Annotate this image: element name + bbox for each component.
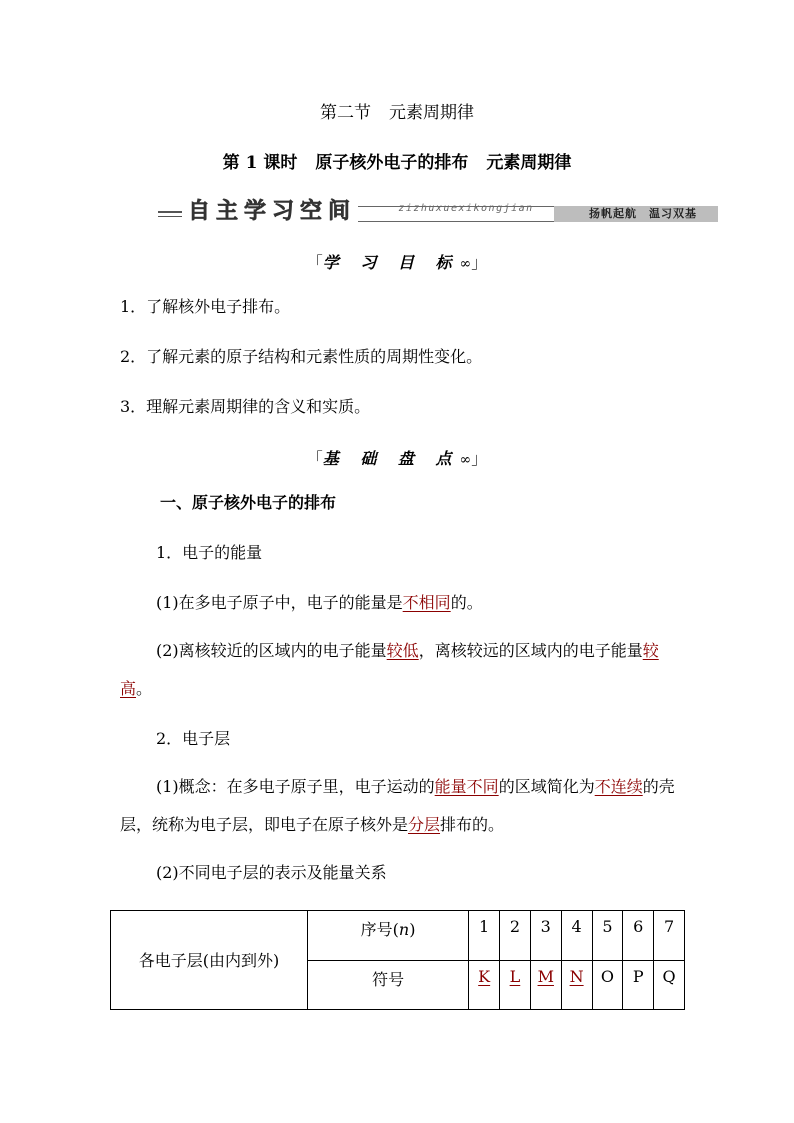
banner-title: 自主学习空间 bbox=[188, 199, 357, 224]
symbol-label-cell: 符号 bbox=[307, 960, 468, 1010]
item1-paragraph2: (2)离核较近的区域内的电子能量较低，离核较远的区域内的电子能量较高。 bbox=[120, 641, 659, 698]
order-label-cell: 序号(n) bbox=[307, 911, 468, 961]
infinity-icon: ∞ bbox=[459, 452, 472, 468]
lesson-topic-1: 原子核外电子的排布 bbox=[315, 153, 469, 173]
number-cell: 2 bbox=[500, 911, 531, 961]
number-cell: 4 bbox=[561, 911, 592, 961]
item1-heading: 1．电子的能量 bbox=[156, 543, 263, 562]
table-row bbox=[111, 911, 685, 961]
objectives-heading-text: 学 习 目 标 bbox=[322, 253, 460, 272]
objective-3: 3．理解元素周期律的含义和实质。 bbox=[120, 397, 371, 416]
answer-blank: 较高 bbox=[120, 641, 659, 698]
number-cell: 3 bbox=[530, 911, 561, 961]
row-header-cell: 各电子层(由内到外) bbox=[111, 911, 308, 1010]
objective-1: 1．了解核外电子排布。 bbox=[120, 297, 291, 316]
lesson-topic-2: 元素周期律 bbox=[486, 153, 572, 173]
basics-heading: 「基 础 盘 点∞」 bbox=[306, 449, 488, 468]
objectives-heading: 「学 习 目 标∞」 bbox=[306, 253, 488, 272]
infinity-icon: ∞ bbox=[459, 256, 472, 272]
symbol-cell: K bbox=[469, 960, 500, 1010]
item1-paragraph1: (1)在多电子原子中，电子的能量是不相同的。 bbox=[156, 593, 483, 612]
section-title bbox=[0, 98, 794, 123]
number-cell: 1 bbox=[469, 911, 500, 961]
section-banner bbox=[158, 198, 718, 226]
answer-blank: 能量不同 bbox=[434, 777, 499, 796]
answer-blank: 不相同 bbox=[402, 593, 451, 612]
section-number: 第二节 bbox=[320, 103, 371, 123]
section-name: 元素周期律 bbox=[389, 103, 474, 123]
symbol-cell: P bbox=[623, 960, 654, 1010]
lesson-number: 第 1 课时 bbox=[222, 153, 298, 173]
part1-heading: 一、原子核外电子的排布 bbox=[160, 493, 337, 512]
banner-pinyin: zizhuxuexikongjian bbox=[398, 203, 534, 214]
number-cell: 6 bbox=[623, 911, 654, 961]
item2-paragraph1: (1)概念：在多电子原子里，电子运动的能量不同的区域简化为不连续的壳层，统称为电子层，即电子在原子核外是分层排布的。 bbox=[120, 777, 675, 834]
symbol-cell: O bbox=[592, 960, 623, 1010]
number-cell: 5 bbox=[592, 911, 623, 961]
answer-blank: 不连续 bbox=[594, 777, 643, 796]
objective-2: 2．了解元素的原子结构和元素性质的周期性变化。 bbox=[120, 347, 483, 366]
banner-slogan: 扬帆起航 温习双基 bbox=[589, 207, 697, 220]
lesson-title bbox=[0, 148, 794, 173]
item2-heading: 2．电子层 bbox=[156, 729, 231, 748]
symbol-cell: M bbox=[530, 960, 561, 1010]
item2-paragraph2: (2)不同电子层的表示及能量关系 bbox=[156, 863, 387, 882]
banner-rule-thin bbox=[158, 216, 182, 217]
symbol-cell: N bbox=[561, 960, 592, 1010]
symbol-cell: L bbox=[500, 960, 531, 1010]
symbol-cell: Q bbox=[654, 960, 685, 1010]
banner-rule bbox=[158, 211, 182, 213]
basics-heading-text: 基 础 盘 点 bbox=[322, 449, 460, 468]
answer-blank: 分层 bbox=[408, 815, 441, 834]
electron-layer-table bbox=[110, 910, 685, 1010]
answer-blank: 较低 bbox=[386, 641, 419, 660]
number-cell: 7 bbox=[654, 911, 685, 961]
